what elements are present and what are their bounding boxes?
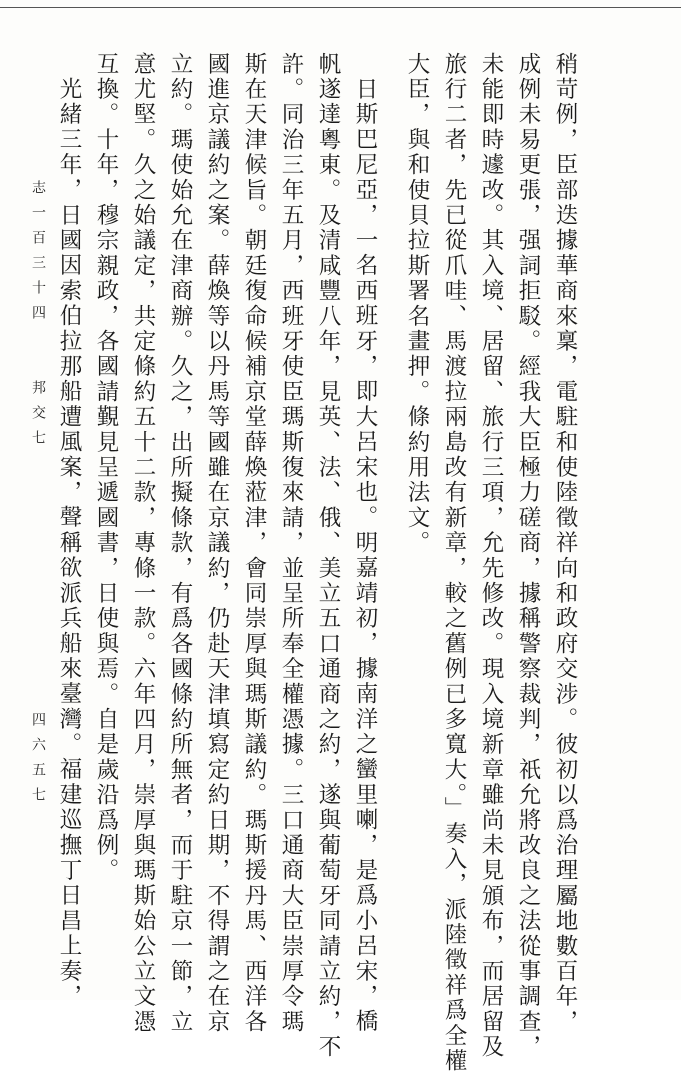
text-column-11: 立約。瑪使始允在津商辦。久之，出所擬條款，有爲各國條約所無者，而于駐京一節，立: [167, 52, 193, 1035]
text-column-13: 互換。十年，穆宗親政，各國請覲見呈遞國書，日使與焉。自是歲沿爲例。: [93, 52, 119, 884]
text-column-5: 大臣，與和使貝拉斯署名畫押。條約用法文。: [404, 52, 430, 556]
text-column-2: 成例未易更張，强詞拒駁。經我大臣極力磋商，據稱警察裁判，祇允將改良之法從事調查，: [515, 52, 541, 1060]
running-header: 志一百三十四 邦交七: [30, 180, 46, 455]
text-column-9: 斯在天津候旨。朝廷復命候補京堂薛煥蒞津，會同崇厚與瑪斯議約。瑪斯援丹馬、西洋各: [241, 52, 267, 1035]
text-column-8: 許。同治三年五月，西班牙使臣瑪斯復來請，並呈所奉全權憑據。三口通商大臣崇厚令瑪: [278, 52, 304, 1035]
top-rule: [0, 7, 681, 8]
text-column-7: 帆遂達粵東。及清咸豐八年，見英、法、俄、美立五口通商之約，遂與葡萄牙同請立約，不: [315, 52, 341, 1060]
text-column-12: 意尤堅。久之始議定，共定條約五十二款，專條一款。六年四月，崇厚與瑪斯始公立文憑: [130, 52, 156, 1035]
text-column-1: 稍苛例，臣部迭據華商來稟，電駐和使陸徵祥向和政府交涉。彼初以爲治理屬地數百年，: [552, 52, 578, 1035]
text-column-14: 光緒三年，日國因索伯拉那船遭風案，聲稱欲派兵船來臺灣。福建巡撫丁日昌上奏，: [56, 77, 82, 1010]
text-column-6: 日斯巴尼亞，一名西班牙，即大呂宋也。明嘉靖初，據南洋之蠻里喇，是爲小呂宋，橋: [352, 77, 378, 1035]
text-column-10: 國進京議約之案。薛煥等以丹馬等國雖在京議約，仍赴天津填寫定約日期，不得謂之在京: [204, 52, 230, 1035]
text-column-3: 未能即時遽改。其入境、居留、旅行三項，允先修改。現入境新章雖尚未見頒布，而居留及: [478, 52, 504, 1060]
page-number: 四六五七: [30, 712, 46, 812]
text-column-4: 旅行二者，先已從爪哇、馬渡拉兩島改有新章，較之舊例已多寬大。」奏入，派陸徵祥爲全權: [441, 52, 467, 1074]
